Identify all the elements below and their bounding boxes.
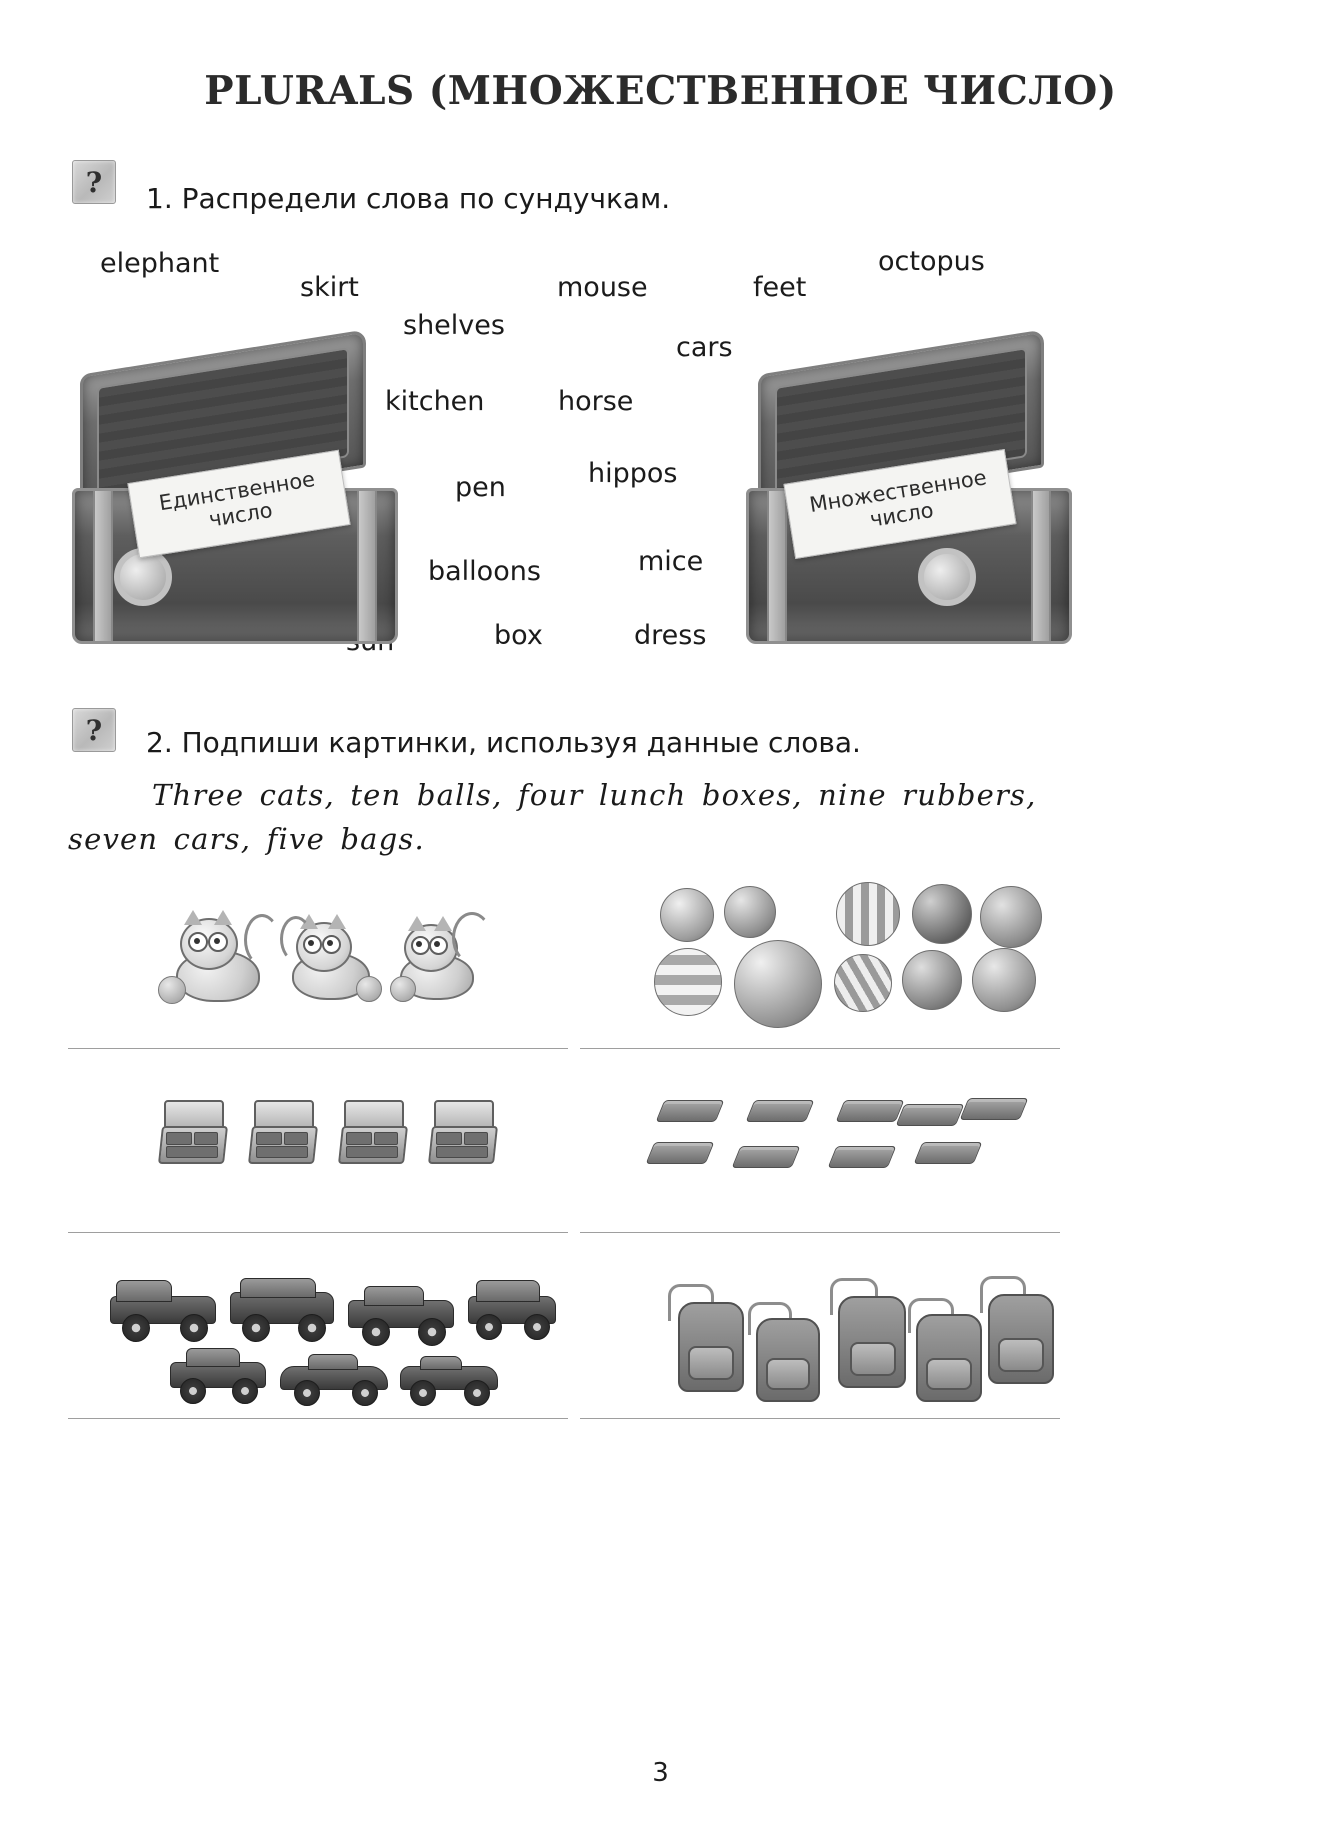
car-illustration	[468, 1280, 560, 1336]
word-chip[interactable]: feet	[753, 272, 807, 303]
car-illustration	[348, 1284, 458, 1340]
chest-plural	[732, 348, 1062, 648]
bag-illustration	[902, 1298, 982, 1402]
chest-label-singular: Единственное число	[127, 450, 350, 559]
chest-lock-icon	[918, 548, 976, 606]
task-1-instruction: 1. Распредели слова по сундучкам.	[146, 182, 671, 215]
question-badge-icon	[72, 160, 116, 204]
page-title: PLURALS (МНОЖЕСТВЕННОЕ ЧИСЛО)	[204, 68, 1117, 114]
word-chip[interactable]: pen	[455, 472, 506, 503]
word-bank-line-1: Three cats, ten balls, four lunch boxes, nine rubbers,	[152, 778, 1037, 812]
question-mark-glyph: ?	[85, 165, 103, 199]
word-chip[interactable]: mice	[638, 546, 704, 577]
car-illustration	[280, 1352, 392, 1402]
word-chip[interactable]: horse	[558, 386, 634, 417]
question-mark-glyph: ?	[85, 713, 103, 747]
rubber-illustration	[896, 1104, 965, 1126]
word-chip[interactable]: skirt	[300, 272, 359, 303]
rubber-illustration	[732, 1146, 801, 1168]
rubber-illustration	[836, 1100, 905, 1122]
task-2-instruction: 2. Подпиши картинки, используя данные слова.	[146, 726, 861, 759]
cat-illustration	[390, 910, 500, 1010]
word-chip[interactable]: dress	[634, 620, 707, 651]
word-bank-line-2: seven cars, five bags.	[68, 822, 425, 856]
picture-cats	[68, 880, 588, 1040]
chest-label-plural: Множественное число	[783, 449, 1016, 559]
rubber-illustration	[914, 1142, 983, 1164]
chest-singular	[72, 348, 402, 648]
bag-illustration	[662, 1284, 742, 1390]
answer-line-rubbers[interactable]	[580, 1232, 1060, 1233]
page-number: 3	[652, 1758, 669, 1788]
chest-band-left	[767, 491, 787, 641]
chest-band-right	[1031, 491, 1051, 641]
car-illustration	[400, 1352, 500, 1402]
answer-line-lunch-boxes[interactable]	[68, 1232, 568, 1233]
answer-line-cars[interactable]	[68, 1418, 568, 1419]
car-illustration	[170, 1348, 270, 1400]
bag-illustration	[742, 1302, 820, 1402]
picture-balls	[650, 878, 1050, 1038]
chest-band-left	[93, 491, 113, 641]
cat-illustration	[158, 908, 278, 1008]
cat-illustration	[278, 910, 388, 1010]
rubber-illustration	[746, 1100, 815, 1122]
word-chip[interactable]: hippos	[588, 458, 678, 489]
word-chip[interactable]: mouse	[557, 272, 648, 303]
word-chip[interactable]: shelves	[403, 310, 505, 341]
answer-line-cats[interactable]	[68, 1048, 568, 1049]
chest-band-right	[357, 491, 377, 641]
rubber-illustration	[646, 1142, 715, 1164]
picture-cars	[100, 1270, 570, 1410]
car-illustration	[110, 1280, 220, 1336]
question-badge-icon	[72, 708, 116, 752]
picture-rubbers	[650, 1096, 1030, 1196]
picture-bags	[650, 1268, 1050, 1413]
bag-illustration	[822, 1278, 904, 1388]
answer-line-bags[interactable]	[580, 1418, 1060, 1419]
word-chip[interactable]: octopus	[878, 246, 985, 277]
word-chip[interactable]: elephant	[100, 248, 220, 279]
rubber-illustration	[656, 1100, 725, 1122]
word-chip[interactable]: balloons	[428, 556, 541, 587]
word-chip[interactable]: cars	[676, 332, 733, 363]
picture-lunch-boxes	[160, 1090, 560, 1200]
word-chip[interactable]: kitchen	[385, 386, 485, 417]
answer-line-balls[interactable]	[580, 1048, 1060, 1049]
word-chip[interactable]: box	[494, 620, 543, 651]
car-illustration	[230, 1278, 340, 1336]
bag-illustration	[974, 1276, 1054, 1384]
rubber-illustration	[828, 1146, 897, 1168]
rubber-illustration	[960, 1098, 1029, 1120]
